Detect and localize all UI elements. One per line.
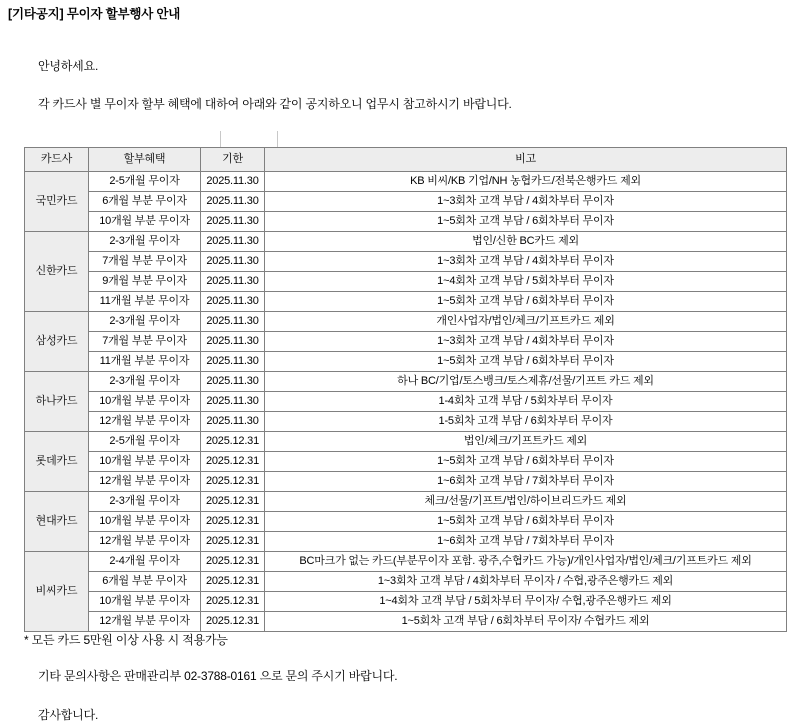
table-row <box>25 352 787 372</box>
cell-note: 1~5회차 고객 부담 / 6회차부터 무이자/ 수협카드 제외 <box>265 612 787 632</box>
cell-note: 1~5회차 고객 부담 / 6회차부터 무이자 <box>265 292 787 312</box>
cell-note: 1~5회차 고객 부담 / 6회차부터 무이자 <box>265 352 787 372</box>
cell-note: 1~4회차 고객 부담 / 5회차부터 무이자/ 수협,광주은행카드 제외 <box>265 592 787 612</box>
cell-period: 2025.11.30 <box>201 312 265 332</box>
cell-period: 2025.11.30 <box>201 372 265 392</box>
cell-benefit: 10개월 부분 무이자 <box>89 212 201 232</box>
column-tick-left <box>220 131 221 147</box>
table-row <box>25 332 787 352</box>
cell-period: 2025.11.30 <box>201 192 265 212</box>
cell-benefit: 2-3개월 무이자 <box>89 312 201 332</box>
cell-note: 1~3회차 고객 부담 / 4회차부터 무이자 <box>265 332 787 352</box>
cell-issuer: 신한카드 <box>25 232 89 312</box>
cell-note: 1~6회차 고객 부담 / 7회차부터 무이자 <box>265 532 787 552</box>
cell-issuer: 국민카드 <box>25 172 89 232</box>
intro-text: 각 카드사 별 무이자 할부 혜택에 대하여 아래와 같이 공지하오니 업무시 참고하시기 바랍니다. <box>38 97 512 111</box>
cell-note: 1~3회차 고객 부담 / 4회차부터 무이자 <box>265 252 787 272</box>
cell-period: 2025.12.31 <box>201 452 265 472</box>
cell-benefit: 10개월 부분 무이자 <box>89 512 201 532</box>
cell-period: 2025.11.30 <box>201 272 265 292</box>
greeting-text: 안녕하세요. <box>38 59 99 73</box>
closing-text: 감사합니다. <box>38 708 99 722</box>
cell-benefit: 2-5개월 무이자 <box>89 172 201 192</box>
header-issuer: 카드사 <box>25 148 89 172</box>
table-row <box>25 252 787 272</box>
cell-period: 2025.11.30 <box>201 212 265 232</box>
table-row <box>25 492 787 512</box>
header-period: 기한 <box>201 148 265 172</box>
cell-benefit: 10개월 부분 무이자 <box>89 592 201 612</box>
table-row <box>25 432 787 452</box>
cell-note: 1-5회차 고객 부담 / 6회차부터 무이자 <box>265 412 787 432</box>
cell-period: 2025.11.30 <box>201 352 265 372</box>
cell-benefit: 10개월 부분 무이자 <box>89 452 201 472</box>
cell-issuer: 현대카드 <box>25 492 89 552</box>
cell-note: 1~6회차 고객 부담 / 7회차부터 무이자 <box>265 472 787 492</box>
cell-note: 하나 BC/기업/토스뱅크/토스제휴/선물/기프트 카드 제외 <box>265 372 787 392</box>
cell-benefit: 12개월 부분 무이자 <box>89 532 201 552</box>
table-row <box>25 312 787 332</box>
cell-note: 체크/선물/기프트/법인/하이브리드카드 제외 <box>265 492 787 512</box>
table-row <box>25 532 787 552</box>
page-title: [기타공지] 무이자 할부행사 안내 <box>8 7 181 21</box>
header-note: 비고 <box>265 148 787 172</box>
cell-period: 2025.12.31 <box>201 532 265 552</box>
cell-period: 2025.11.30 <box>201 232 265 252</box>
cell-benefit: 12개월 부분 무이자 <box>89 612 201 632</box>
cell-benefit: 2-5개월 무이자 <box>89 432 201 452</box>
cell-period: 2025.11.30 <box>201 292 265 312</box>
cell-note: BC마크가 없는 카드(부분무이자 포함. 광주,수협카드 가능)/개인사업자/법인/체크/기프트카드 제외 <box>265 552 787 572</box>
table-header-row <box>25 148 787 172</box>
contact-text: 기타 문의사항은 판매관리부 02-3788-0161 으로 문의 주시기 바랍니다. <box>38 669 398 683</box>
cell-issuer: 비씨카드 <box>25 552 89 632</box>
cell-note: 개인사업자/법인/체크/기프트카드 제외 <box>265 312 787 332</box>
table-row <box>25 372 787 392</box>
table-body <box>25 172 787 632</box>
cell-benefit: 6개월 부분 무이자 <box>89 192 201 212</box>
table-row <box>25 412 787 432</box>
cell-period: 2025.11.30 <box>201 332 265 352</box>
cell-issuer: 삼성카드 <box>25 312 89 372</box>
cell-note: KB 비씨/KB 기업/NH 농협카드/전북은행카드 제외 <box>265 172 787 192</box>
cell-benefit: 9개월 부분 무이자 <box>89 272 201 292</box>
installment-offers-table <box>24 147 787 632</box>
header-benefit: 할부혜택 <box>89 148 201 172</box>
cell-note: 1~5회차 고객 부담 / 6회차부터 무이자 <box>265 212 787 232</box>
cell-benefit: 6개월 부분 무이자 <box>89 572 201 592</box>
cell-benefit: 11개월 부분 무이자 <box>89 352 201 372</box>
table-row <box>25 552 787 572</box>
cell-note: 법인/체크/기프트카드 제외 <box>265 432 787 452</box>
table-row <box>25 572 787 592</box>
cell-benefit: 11개월 부분 무이자 <box>89 292 201 312</box>
cell-note: 1~4회차 고객 부담 / 5회차부터 무이자 <box>265 272 787 292</box>
table-row <box>25 212 787 232</box>
cell-period: 2025.12.31 <box>201 472 265 492</box>
cell-note: 법인/신한 BC카드 제외 <box>265 232 787 252</box>
cell-note: 1~5회차 고객 부담 / 6회차부터 무이자 <box>265 512 787 532</box>
cell-benefit: 10개월 부분 무이자 <box>89 392 201 412</box>
cell-note: 1~5회차 고객 부담 / 6회차부터 무이자 <box>265 452 787 472</box>
cell-period: 2025.12.31 <box>201 512 265 532</box>
cell-benefit: 2-3개월 무이자 <box>89 372 201 392</box>
cell-issuer: 하나카드 <box>25 372 89 432</box>
cell-period: 2025.12.31 <box>201 592 265 612</box>
footnote-text: * 모든 카드 5만원 이상 사용 시 적용가능 <box>24 633 228 647</box>
column-tick-right <box>277 131 278 147</box>
cell-benefit: 7개월 부분 무이자 <box>89 332 201 352</box>
cell-period: 2025.12.31 <box>201 572 265 592</box>
table-row <box>25 452 787 472</box>
table-row <box>25 612 787 632</box>
cell-benefit: 2-4개월 무이자 <box>89 552 201 572</box>
cell-benefit: 12개월 부분 무이자 <box>89 412 201 432</box>
table-row <box>25 292 787 312</box>
table-row <box>25 472 787 492</box>
cell-benefit: 2-3개월 무이자 <box>89 232 201 252</box>
table-row <box>25 192 787 212</box>
table-row <box>25 592 787 612</box>
cell-period: 2025.12.31 <box>201 552 265 572</box>
cell-period: 2025.12.31 <box>201 492 265 512</box>
cell-benefit: 12개월 부분 무이자 <box>89 472 201 492</box>
table-row <box>25 172 787 192</box>
cell-period: 2025.11.30 <box>201 172 265 192</box>
table-row <box>25 512 787 532</box>
cell-period: 2025.12.31 <box>201 432 265 452</box>
cell-note: 1~3회차 고객 부담 / 4회차부터 무이자 / 수협,광주은행카드 제외 <box>265 572 787 592</box>
table-row <box>25 392 787 412</box>
cell-note: 1-4회차 고객 부담 / 5회차부터 무이자 <box>265 392 787 412</box>
cell-note: 1~3회차 고객 부담 / 4회차부터 무이자 <box>265 192 787 212</box>
cell-period: 2025.11.30 <box>201 392 265 412</box>
cell-period: 2025.11.30 <box>201 252 265 272</box>
cell-benefit: 7개월 부분 무이자 <box>89 252 201 272</box>
table-row <box>25 272 787 292</box>
cell-period: 2025.12.31 <box>201 612 265 632</box>
cell-issuer: 롯데카드 <box>25 432 89 492</box>
table-row <box>25 232 787 252</box>
cell-period: 2025.11.30 <box>201 412 265 432</box>
cell-benefit: 2-3개월 무이자 <box>89 492 201 512</box>
installment-table-wrap <box>24 147 786 632</box>
